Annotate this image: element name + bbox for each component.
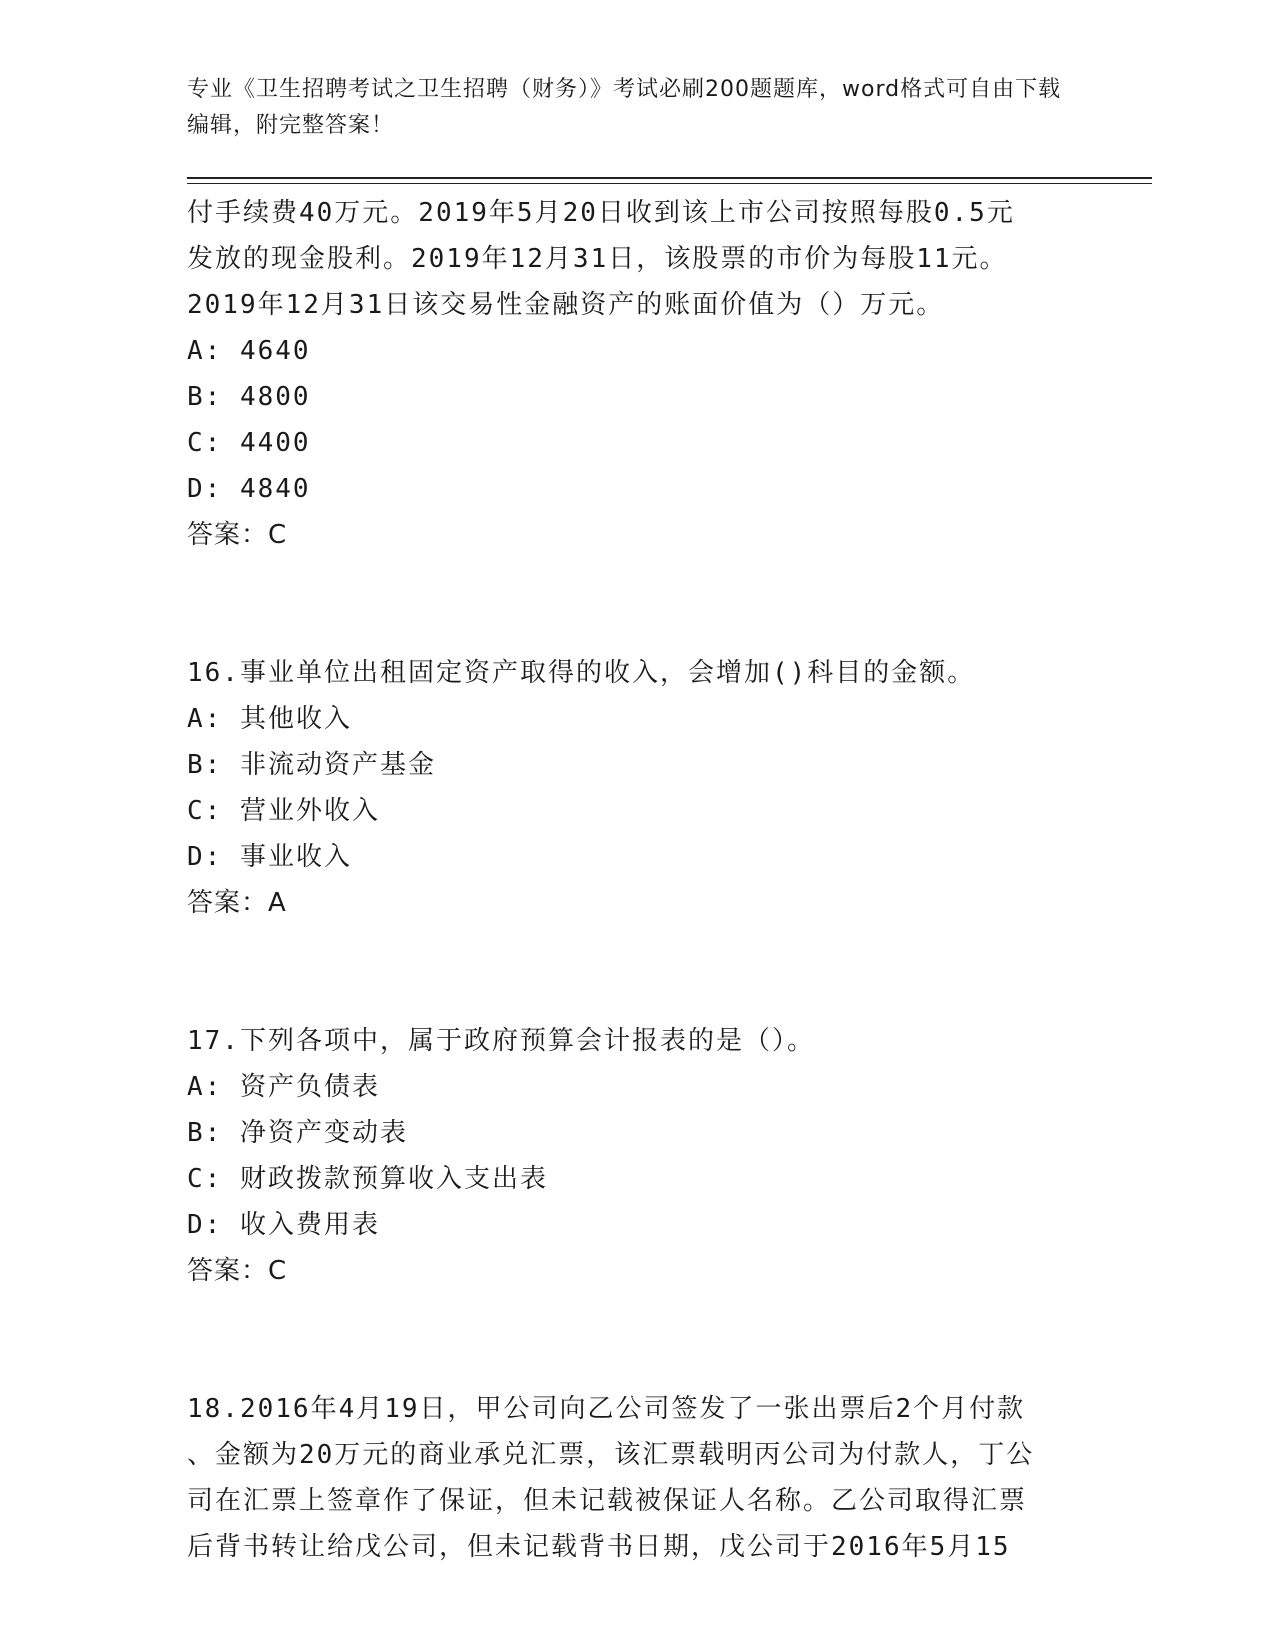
option-d: D: 事业收入 (187, 842, 352, 872)
option-b: B: 非流动资产基金 (187, 750, 436, 780)
question-stem-line: 付手续费40万元。2019年5月20日收到该上市公司按照每股0.5元 (187, 198, 1015, 228)
question-stem-line: 后背书转让给戊公司，但未记载背书日期，戊公司于2016年5月15 (187, 1532, 1011, 1562)
option-c: C: 营业外收入 (187, 796, 380, 826)
answer-label: 答案：C (187, 520, 288, 550)
question-stem-line: 16.事业单位出租固定资产取得的收入，会增加()科目的金额。 (187, 658, 976, 688)
option-d: D: 4840 (187, 474, 311, 504)
answer-label: 答案：A (187, 888, 287, 918)
question-stem-line: 、金额为20万元的商业承兑汇票，该汇票载明丙公司为付款人，丁公 (187, 1440, 1035, 1470)
header-rule-thick (187, 177, 1152, 179)
option-a: A: 4640 (187, 336, 311, 366)
option-a: A: 资产负债表 (187, 1072, 380, 1102)
question-block (187, 650, 1067, 926)
question-list (187, 190, 1067, 1570)
option-d: D: 收入费用表 (187, 1210, 380, 1240)
option-c: C: 财政拨款预算收入支出表 (187, 1164, 548, 1194)
question-block (187, 1018, 1067, 1294)
option-a: A: 其他收入 (187, 704, 352, 734)
option-b: B: 净资产变动表 (187, 1118, 408, 1148)
question-block (187, 1386, 1067, 1570)
option-b: B: 4800 (187, 382, 311, 412)
question-stem-line: 发放的现金股利。2019年12月31日，该股票的市价为每股11元。 (187, 244, 1008, 274)
question-stem-line: 17.下列各项中，属于政府预算会计报表的是（）。 (187, 1026, 815, 1056)
question-block (187, 190, 1067, 558)
question-stem-line: 18.2016年4月19日，甲公司向乙公司签发了一张出票后2个月付款 (187, 1394, 1026, 1424)
document-header: 专业《卫生招聘考试之卫生招聘（财务）》考试必刷200题题库，word格式可自由下载编辑，附完整答案！ (187, 77, 1062, 138)
question-stem-line: 司在汇票上签章作了保证，但未记载被保证人名称。乙公司取得汇票 (187, 1486, 1028, 1516)
option-c: C: 4400 (187, 428, 311, 458)
header-rule-thin (187, 183, 1152, 184)
answer-label: 答案：C (187, 1256, 288, 1286)
question-stem-line: 2019年12月31日该交易性金融资产的账面价值为（）万元。 (187, 290, 945, 320)
